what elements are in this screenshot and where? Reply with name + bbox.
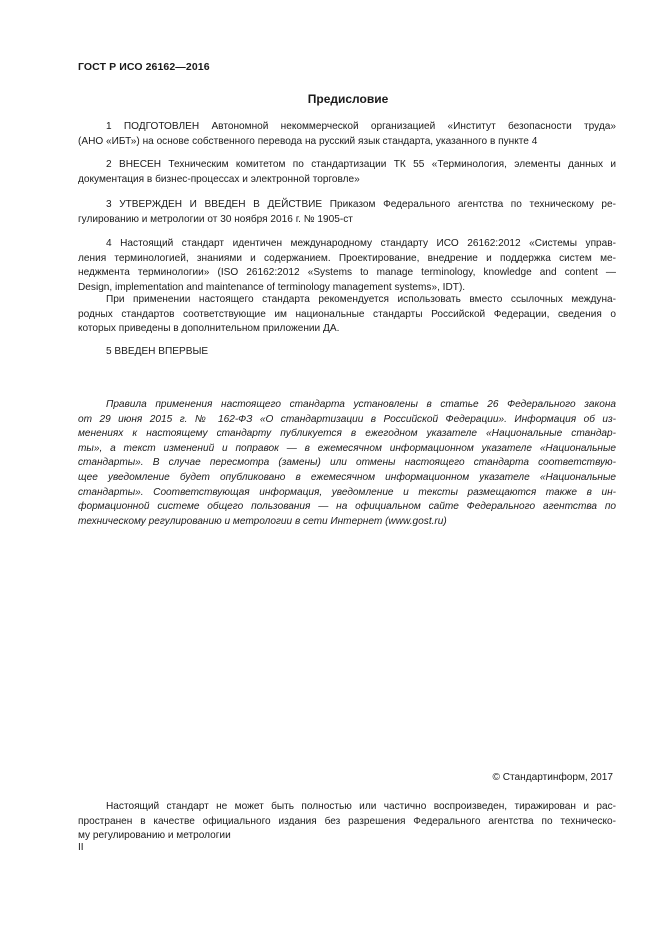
paragraph-line: 4 Настоящий стандарт идентичен международному стандарту ИСО 26162:2012 «Системы управ- [106,238,616,249]
paragraph-5-introduced [78,345,616,360]
paragraph-line: щее уведомление будет опубликовано в ежемесячном информационном указателе «Национальные [78,471,616,483]
paragraph-line: 3 УТВЕРЖДЕН И ВВЕДЕН В ДЕЙСТВИЕ Приказом Федерального агентства по техническому ре- [106,199,616,210]
paragraph-line: При применении настоящего стандарта рекомендуется использовать вместо ссылочных междуна- [106,294,616,305]
paragraph-line: стандарты». В случае пересмотра (замены) или отмены настоящего стандарта соответствую- [78,457,616,469]
paragraph-line: 1 ПОДГОТОВЛЕН Автономной некоммерческой организацией «Институт безопасности труда» [106,121,616,132]
paragraph-line: гулированию и метрологии от 30 ноября 2016 г. № 1905-ст [78,213,353,225]
page-title: Предисловие [307,92,389,106]
paragraph-line: 5 ВВЕДЕН ВПЕРВЫЕ [106,346,209,357]
standard-id-header: ГОСТ Р ИСО 26162—2016 [78,61,210,73]
paragraph-line: неджмента терминологии» (ISO 26162:2012 «Systems to manage terminology, knowledge and content — [78,267,616,279]
paragraph-line: менениях к настоящему стандарту публикуется в ежегодном указателе «Национальные стандар- [78,428,616,440]
paragraph-line: Настоящий стандарт не может быть полностью или частично воспроизведен, тиражирован и рас- [106,801,616,812]
paragraph-line: от 29 июня 2015 г. № 162-ФЗ «О стандартизации в Российской Федерации». Информация об из- [78,413,616,425]
paragraph-line: Правила применения настоящего стандарта установлены в статье 26 Федерального закона [106,399,616,410]
paragraph-line: Design, implementation and maintenance of terminology management systems», IDT). [78,281,466,293]
paragraph-3-approved [78,198,616,227]
paragraph-line: техническому регулированию и метрологии в сети Интернет (www.gost.ru) [78,515,447,527]
paragraph-line: родных стандартов соответствующие им национальные стандарты Российской Федерации, сведения о [78,308,616,320]
paragraph-line: пространен в качестве официального издания без разрешения Федерального агентства по техническо- [78,815,616,827]
paragraph-1-prepared [78,120,616,149]
paragraph-line: документация в бизнес-процессах и электронной торговле» [78,173,360,185]
paragraph-4-identical [78,237,616,295]
paragraph-line: ты», а текст изменений и поправок — в ежемесячном информационном указателе «Национальные [78,442,616,454]
page-number: II [78,842,84,853]
paragraph-line: стандарты». Соответствующая информация, уведомление и тексты размещаются также в ин- [78,486,616,498]
paragraph-line: му регулированию и метрологии [78,830,231,842]
paragraph-line: (АНО «ИБТ») на основе собственного перевода на русский язык стандарта, указанного в пункте 4 [78,135,538,147]
rules-notice [78,398,616,529]
paragraph-line: которых приведены в дополнительном приложении ДА. [78,323,340,335]
paragraph-line: формационной системе общего пользования — на официальном сайте Федерального агентства по [78,501,616,513]
paragraph-2-submitted [78,158,616,187]
reproduction-notice [78,800,616,844]
paragraph-line: 2 ВНЕСЕН Техническим комитетом по стандартизации ТК 55 «Терминология, элементы данных и [106,159,616,170]
paragraph-line: ления терминологией, знаниями и содержанием. Проектирование, внедрение и поддержка систем ме- [78,252,616,264]
copyright-notice: © Стандартинформ, 2017 [492,772,613,783]
paragraph-national-standards [78,293,616,337]
